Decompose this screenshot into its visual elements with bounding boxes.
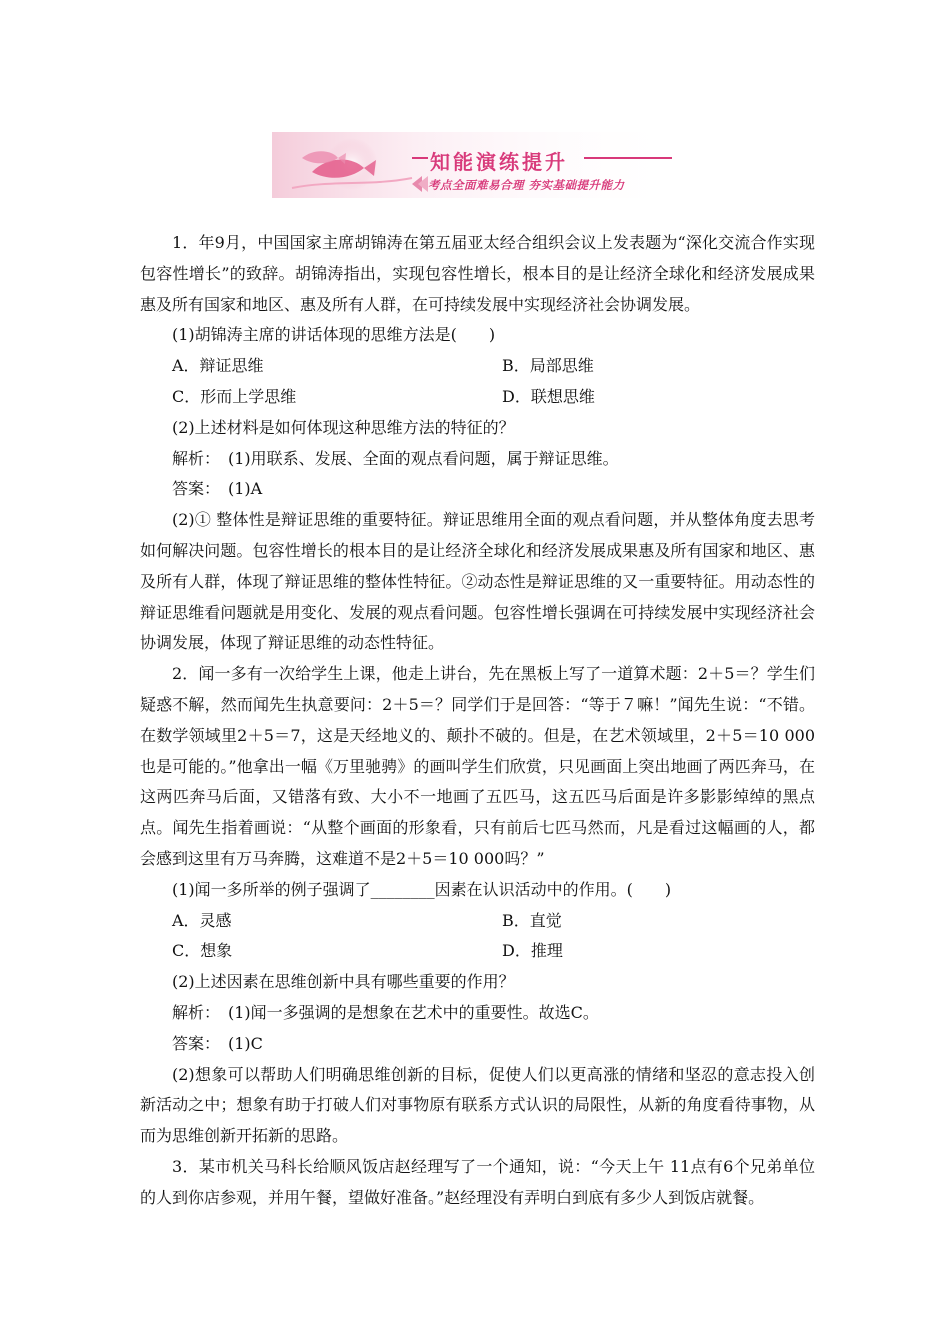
- question-2-sub2: (2)上述因素在思维创新中具有哪些重要的作用？: [172, 972, 515, 992]
- option-d: D．联想思维: [502, 386, 595, 406]
- option-b: B．直觉: [502, 910, 562, 930]
- question-1-sub1: (1)胡锦涛主席的讲话体现的思维方法是( ): [172, 325, 496, 345]
- option-d: D．推理: [502, 941, 563, 961]
- question-1-analysis: 解析： (1)用联系、发展、全面的观点看问题，属于辩证思维。: [172, 448, 619, 468]
- question-2-options-row2: [140, 936, 815, 967]
- option-a: A．灵感: [172, 910, 232, 930]
- question-1-options-row1: [140, 351, 815, 382]
- section-banner: [272, 128, 682, 202]
- question-2-analysis: 解析： (1)闻一多强调的是想象在艺术中的重要性。故选C。: [172, 1002, 599, 1022]
- question-2-sub1: (1)闻一多所举的例子强调了________因素在认识活动中的作用。( ): [172, 879, 672, 899]
- banner-title: 知能演练提升: [430, 150, 568, 174]
- question-2-options-row1: [140, 906, 815, 937]
- question-1-answer: 答案： (1)A: [172, 479, 263, 499]
- question-2-stem: 2．闻一多有一次给学生上课，他走上讲台，先在黑板上写了一道算术题：2＋5＝？学生们疑惑不解，然而闻先生执意要问：2＋5＝？同学们于是回答：“等于７嘛！”闻先生说：“不错。在数学领域里2＋5＝7，这是天经地义的、颠扑不破的。但是，在艺术领域里，2＋5＝10 000也是可能的。”他拿出一幅《万里驰骋》的画叫学生们欣赏，只见画面上突出地画了两匹奔马，在这两匹奔马后面，又错落有致、大小不一地画了五匹马，这五匹马后面是许多影影绰绰的黑点点。闻先生指着画说：“从整个画面的形象看，只有前后七匹马然而，凡是看过这幅画的人，都会感到这里有万马奔腾，这难道不是2＋5＝10 000吗？”: [140, 664, 815, 868]
- question-2-answer: 答案： (1)C: [172, 1033, 263, 1053]
- option-b: B．局部思维: [502, 356, 594, 376]
- exercise-content: [140, 228, 815, 1214]
- question-2-answer-2: (2)想象可以帮助人们明确思维创新的目标，促使人们以更高涨的情绪和坚忍的意志投入创新活动之中；想象有助于打破人们对事物原有联系方式认识的局限性，从新的角度看待事物，从而为思维创新开拓新的思路。: [140, 1064, 815, 1146]
- option-a: A．辩证思维: [172, 356, 264, 376]
- banner-subtitle: 考点全面难易合理 夯实基础提升能力: [428, 178, 625, 192]
- question-1-sub2: (2)上述材料是如何体现这种思维方法的特征的？: [172, 417, 515, 437]
- question-3-stem: 3．某市机关马科长给顺风饭店赵经理写了一个通知，说：“今天上午 11点有6个兄弟单位的人到你店参观，并用午餐，望做好准备。”赵经理没有弄明白到底有多少人到饭店就餐。: [140, 1156, 815, 1207]
- question-1-stem: 1．年9月，中国国家主席胡锦涛在第五届亚太经合组织会议上发表题为“深化交流合作实现包容性增长”的致辞。胡锦涛指出，实现包容性增长，根本目的是让经济全球化和经济发展成果惠及所有国家和地区、惠及所有人群，在可持续发展中实现经济社会协调发展。: [140, 233, 815, 314]
- question-1-answer-2: (2)① 整体性是辩证思维的重要特征。辩证思维用全面的观点看问题，并从整体角度去思考如何解决问题。包容性增长的根本目的是让经济全球化和经济发展成果惠及所有国家和地区、惠及所有人群，体现了辩证思维的整体性特征。②动态性是辩证思维的又一重要特征。用动态性的辩证思维看问题就是用变化、发展的观点看问题。包容性增长强调在可持续发展中实现经济社会协调发展，体现了辩证思维的动态性特征。: [140, 510, 815, 653]
- question-1-options-row2: [140, 382, 815, 413]
- option-c: C．形而上学思维: [172, 386, 297, 406]
- option-c: C．想象: [172, 941, 233, 961]
